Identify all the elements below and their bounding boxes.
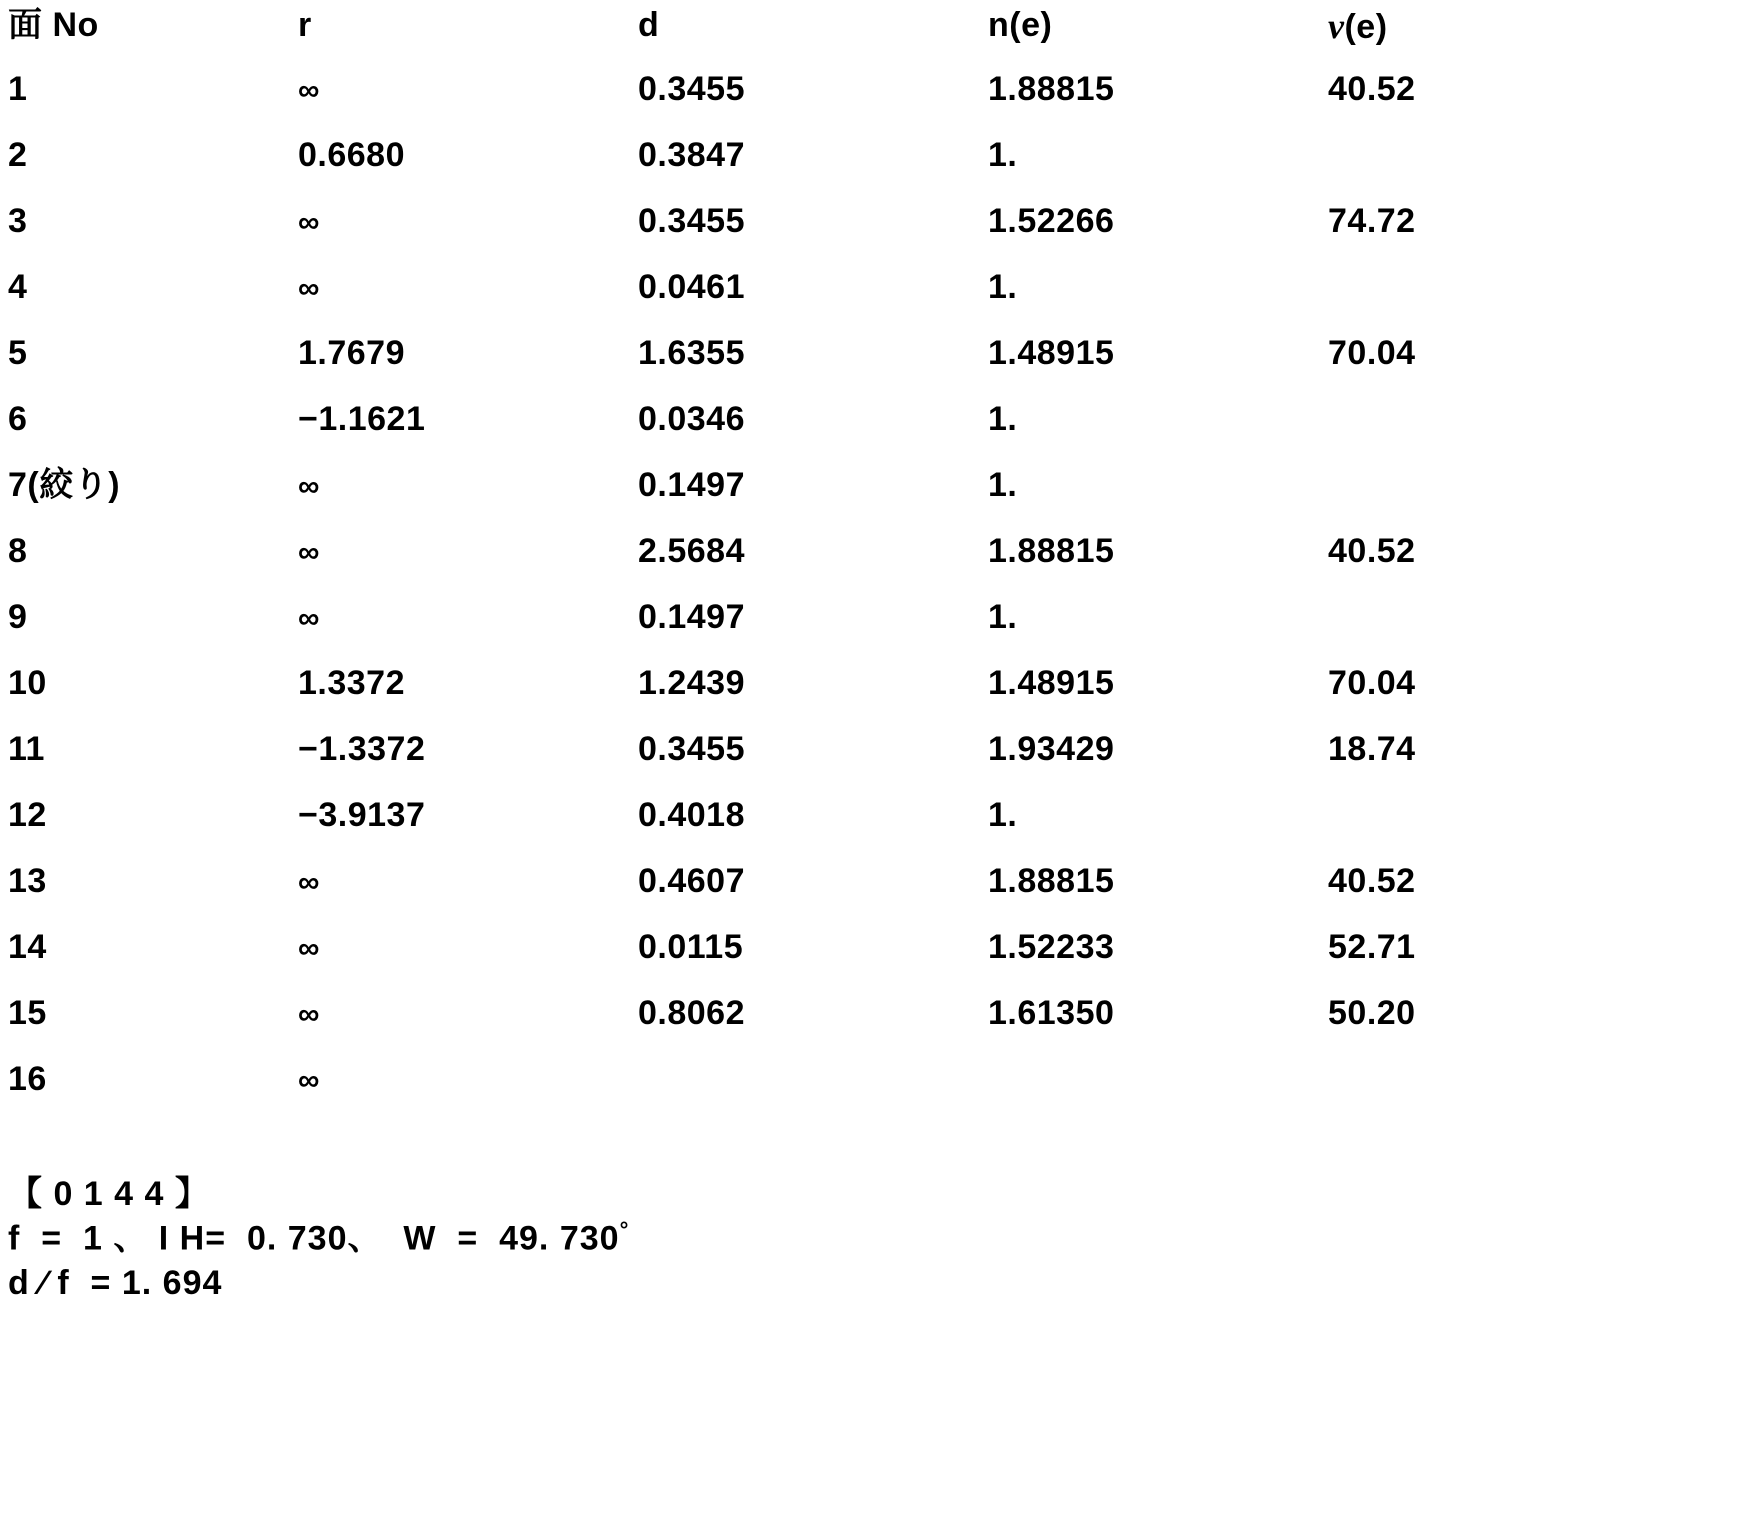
cell-ne: 1.93429 <box>988 730 1115 768</box>
table-row <box>8 666 1628 732</box>
cell-nue <box>1328 600 1628 666</box>
cell-r: ∞ <box>298 206 320 239</box>
column-header-d: d <box>638 6 660 44</box>
cell-d: 0.3455 <box>638 730 745 768</box>
nu-symbol: ν <box>1328 6 1345 46</box>
table-row <box>8 72 1628 138</box>
cell-d: 0.4607 <box>638 862 745 900</box>
lens-data-table <box>8 8 1628 1128</box>
cell-r: ∞ <box>298 602 320 635</box>
cell-d: 0.4018 <box>638 796 745 834</box>
table-row <box>8 468 1628 534</box>
column-header-nue <box>1328 8 1628 72</box>
cell-r: ∞ <box>298 866 320 899</box>
cell-r: −1.1621 <box>298 400 426 438</box>
footer-block <box>8 1172 1757 1305</box>
cell-surface-no: 1 <box>8 70 28 108</box>
cell-surface-no: 3 <box>8 202 28 240</box>
cell-surface-no: 2 <box>8 136 28 174</box>
table-body <box>8 72 1628 1128</box>
table-row <box>8 864 1628 930</box>
cell-surface-no: 13 <box>8 862 47 900</box>
paragraph-number: 【 0 1 4 4 】 <box>8 1175 210 1213</box>
cell-nue: 40.52 <box>1328 862 1416 900</box>
cell-ne: 1.52233 <box>988 928 1115 966</box>
cell-nue <box>1328 270 1628 336</box>
cell-r: ∞ <box>298 998 320 1031</box>
table-row <box>8 996 1628 1062</box>
footer-line-specs <box>8 1216 1757 1261</box>
cell-nue: 70.04 <box>1328 664 1416 702</box>
cell-surface-no: 5 <box>8 334 28 372</box>
cell-nue: 50.20 <box>1328 994 1416 1032</box>
cell-ne: 1. <box>988 400 1018 438</box>
cell-ne: 1. <box>988 136 1018 174</box>
table-header <box>8 8 1628 72</box>
cell-r: ∞ <box>298 470 320 503</box>
column-header-r: r <box>298 6 312 44</box>
table-row <box>8 204 1628 270</box>
table-row <box>8 270 1628 336</box>
cell-r: ∞ <box>298 1064 320 1097</box>
cell-r: ∞ <box>298 74 320 107</box>
cell-d: 1.2439 <box>638 664 745 702</box>
table-row <box>8 138 1628 204</box>
table-row <box>8 402 1628 468</box>
cell-r: −3.9137 <box>298 796 426 834</box>
cell-surface-no: 14 <box>8 928 47 966</box>
cell-d: 0.3455 <box>638 70 745 108</box>
cell-d <box>638 1062 988 1128</box>
column-header-surface-no: 面 No <box>8 6 99 44</box>
cell-surface-no: 7(絞り) <box>8 466 121 504</box>
cell-d: 2.5684 <box>638 532 745 570</box>
cell-surface-no: 15 <box>8 994 47 1032</box>
cell-r: ∞ <box>298 272 320 305</box>
header-row <box>8 8 1628 72</box>
cell-surface-no: 16 <box>8 1060 47 1098</box>
cell-d: 0.1497 <box>638 598 745 636</box>
cell-r: ∞ <box>298 932 320 965</box>
cell-nue <box>1328 798 1628 864</box>
cell-ne: 1.88815 <box>988 532 1115 570</box>
cell-r: −1.3372 <box>298 730 426 768</box>
cell-ne <box>988 1062 1328 1128</box>
table-row <box>8 930 1628 996</box>
cell-d: 0.0461 <box>638 268 745 306</box>
cell-d: 0.1497 <box>638 466 745 504</box>
cell-d: 0.0346 <box>638 400 745 438</box>
cell-nue <box>1328 138 1628 204</box>
table-row <box>8 534 1628 600</box>
cell-r: 0.6680 <box>298 136 405 174</box>
cell-nue: 74.72 <box>1328 202 1416 240</box>
cell-nue: 40.52 <box>1328 70 1416 108</box>
cell-surface-no: 12 <box>8 796 47 834</box>
cell-nue: 52.71 <box>1328 928 1416 966</box>
cell-nue: 40.52 <box>1328 532 1416 570</box>
column-header-ne: n(e) <box>988 6 1053 44</box>
degree-symbol: ° <box>619 1217 630 1243</box>
cell-ne: 1. <box>988 598 1018 636</box>
table-row <box>8 732 1628 798</box>
cell-d: 0.3847 <box>638 136 745 174</box>
cell-surface-no: 11 <box>8 730 45 768</box>
footer-line-ratio: d ∕ f = 1. 694 <box>8 1263 223 1302</box>
cell-nue <box>1328 402 1628 468</box>
cell-d: 0.3455 <box>638 202 745 240</box>
cell-nue <box>1328 468 1628 534</box>
table-row <box>8 600 1628 666</box>
cell-r: 1.3372 <box>298 664 405 702</box>
cell-ne: 1.88815 <box>988 70 1115 108</box>
table-row <box>8 1062 1628 1128</box>
cell-r: 1.7679 <box>298 334 405 372</box>
cell-ne: 1.61350 <box>988 994 1115 1032</box>
nu-suffix: (e) <box>1344 8 1388 46</box>
cell-surface-no: 9 <box>8 598 28 636</box>
cell-r: ∞ <box>298 536 320 569</box>
cell-ne: 1. <box>988 268 1018 306</box>
cell-nue <box>1328 1062 1628 1128</box>
footer-specs-text: f = 1 、 I H= 0. 730、 W = 49. 730 <box>8 1219 620 1258</box>
cell-surface-no: 4 <box>8 268 28 306</box>
table-row <box>8 336 1628 402</box>
cell-ne: 1. <box>988 796 1018 834</box>
cell-nue: 18.74 <box>1328 730 1416 768</box>
cell-ne: 1.88815 <box>988 862 1115 900</box>
cell-d: 0.0115 <box>638 928 744 966</box>
cell-d: 0.8062 <box>638 994 745 1032</box>
cell-ne: 1. <box>988 466 1018 504</box>
cell-surface-no: 6 <box>8 400 28 438</box>
cell-d: 1.6355 <box>638 334 745 372</box>
cell-ne: 1.48915 <box>988 334 1115 372</box>
cell-ne: 1.48915 <box>988 664 1115 702</box>
table-row <box>8 798 1628 864</box>
cell-surface-no: 8 <box>8 532 28 570</box>
cell-nue: 70.04 <box>1328 334 1416 372</box>
cell-ne: 1.52266 <box>988 202 1115 240</box>
cell-surface-no: 10 <box>8 664 47 702</box>
